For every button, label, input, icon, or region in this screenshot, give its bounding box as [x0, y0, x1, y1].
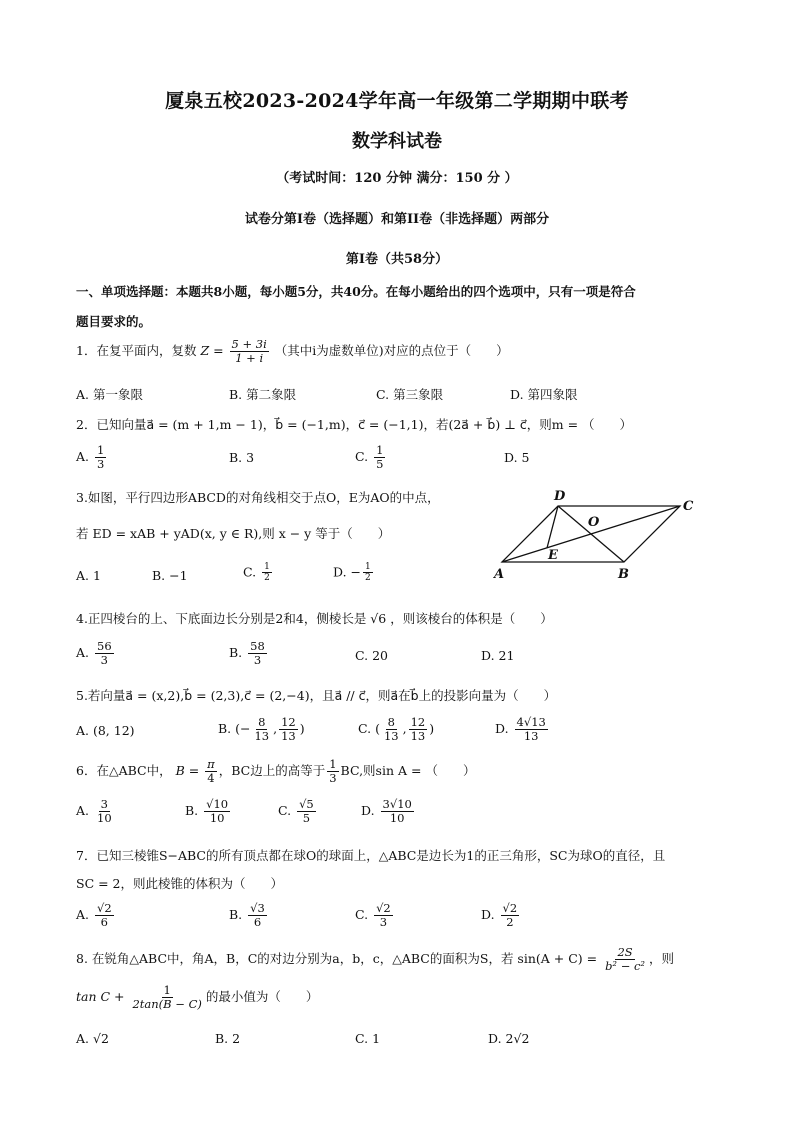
label-o: O: [588, 515, 600, 530]
q7-d-den: 2: [506, 915, 514, 930]
section1-line1: 一、单项选择题：本题共8小题，每小题5分，共40分。在每小题给出的四个选项中，只有一项是符合: [76, 284, 636, 299]
question-3-line2: 若 ED = xAB + yAD(x, y ∈ R),则 x − y 等于（ ）: [76, 526, 391, 541]
q7-b-frac: [248, 902, 267, 929]
q8-cond-num: 2S: [617, 945, 633, 959]
parallelogram-figure: [490, 486, 700, 582]
question-5: 5.若向量a⃗ = (x,2),b⃗ = (2,3),c⃗ = (2,−4)，且a⃗ // c⃗，则a⃗在b⃗上的投影向量为（ ）: [76, 688, 557, 703]
q5-b-n2: 12: [281, 715, 296, 729]
q5-b-d1: 13: [254, 729, 270, 744]
q5-d-den: 13: [523, 729, 539, 744]
q3-c-label: C.: [243, 564, 257, 580]
q8-expr-den: 2tan(B − C): [132, 997, 202, 1012]
q2-c-den: 5: [376, 457, 384, 472]
q6-d-frac: [381, 798, 414, 825]
q3-d-den: 2: [365, 573, 371, 584]
q2-c-num: 1: [376, 443, 384, 457]
q4-b-den: 3: [253, 653, 262, 668]
q5-option-d: [495, 716, 550, 743]
question-8-line1: [76, 946, 674, 973]
q5-b-n1: 8: [258, 715, 266, 729]
q5-c-frac2: [409, 716, 428, 743]
q6-a-frac: [95, 798, 114, 825]
q6-b-opt-frac: [204, 798, 230, 825]
q5-c-n2: 12: [410, 715, 426, 729]
parts-note: 试卷分第Ⅰ卷（选择题）和第II卷（非选择题）两部分: [244, 212, 550, 227]
q5-b-frac1: [252, 716, 271, 743]
q7-b-den: 6: [253, 915, 262, 930]
q2-a-den: 3: [97, 457, 105, 472]
q5-d-num: 4√13: [516, 715, 546, 729]
exam-info: （考试时间：120 分钟 满分：150 分 ）: [276, 171, 518, 186]
q1-option-a: A. 第一象限: [76, 387, 143, 402]
q6-c-den: 5: [302, 811, 311, 826]
q6-h-num: 1: [329, 757, 337, 771]
subject-title: 数学科试卷: [352, 131, 442, 152]
q3-d-num: 1: [365, 562, 371, 572]
q2-a-frac: [95, 444, 106, 471]
q6-mid: ，BC边上的高等于: [218, 763, 326, 779]
q3-option-a: A. 1: [76, 568, 101, 583]
question-1: [76, 338, 509, 365]
q3-option-b: B. −1: [152, 568, 188, 583]
q5-c-n1: 8: [387, 715, 395, 729]
q5-d-frac: [515, 716, 548, 743]
q2-option-a: [76, 444, 108, 471]
q4-b-num: 58: [250, 639, 265, 653]
q7-option-a: [76, 902, 116, 929]
q7-a-frac: [95, 902, 114, 929]
q6-post: BC,则sin A = （ ）: [340, 763, 476, 779]
q5-b-label: B. (−: [218, 721, 251, 737]
q6-b-opt-num: √10: [206, 797, 229, 811]
label-b: B: [618, 567, 629, 582]
question-3-line1: 3.如图，平行四边形ABCD的对角线相交于点O，E为AO的中点，: [76, 490, 440, 505]
q5-option-b: B. (− $\frac{8}{13}$ , $\frac{12}{13}$ ): [218, 715, 305, 744]
label-a: A: [494, 567, 505, 582]
q6-c-num: √5: [299, 797, 314, 811]
q6-option-b: [185, 798, 232, 825]
q6-b-opt-den: 10: [209, 811, 225, 826]
q2-c-label: C.: [355, 449, 369, 465]
q8-expr-num: 1: [163, 983, 171, 997]
q2-option-d: D. 5: [504, 450, 530, 465]
q2-a-label: A.: [76, 449, 90, 465]
section1-line2: 题目要求的。: [76, 314, 152, 329]
question-4: 4.正四棱台的上、下底面边长分别是2和4，侧棱长是 √6 ，则该棱台的体积是（ ）: [76, 611, 553, 626]
q6-h-den: 3: [329, 771, 337, 786]
q5-option-a: A. (8, 12): [76, 723, 135, 738]
q6-option-d: [361, 798, 416, 825]
q8-cond-den: b² − c²: [605, 959, 646, 974]
q7-b-num: √3: [250, 901, 265, 915]
q8-post: ，则: [649, 951, 675, 967]
q2-option-b: B. 3: [229, 450, 255, 465]
q7-d-label: D.: [481, 907, 495, 923]
question-8-line2: [76, 984, 318, 1011]
q5-b-d2: 13: [281, 729, 296, 744]
q5-d-label: D.: [495, 721, 509, 737]
q4-a-num: 56: [97, 639, 112, 653]
q7-d-num: √2: [502, 901, 518, 915]
q1-den: 1 + i: [235, 351, 264, 366]
q6-pre: 6．在△ABC中，: [76, 763, 172, 779]
question-2: 2．已知向量a⃗ = (m + 1,m − 1)，b⃗ = (−1,m)，c⃗ = (−1,1)，若(2a⃗ + b⃗) ⊥ c⃗，则m = （ ）: [76, 417, 633, 432]
q3-c-den: 2: [264, 573, 270, 584]
q6-b-den: 4: [207, 771, 215, 786]
q4-b-frac: [248, 640, 267, 667]
q1-option-c: C. 第三象限: [376, 387, 444, 402]
q7-a-label: A.: [76, 907, 90, 923]
q7-option-c: [355, 902, 395, 929]
q6-d-num: 3√10: [382, 797, 412, 811]
q4-b-label: B.: [229, 645, 243, 661]
q6-b-num: π: [207, 757, 215, 771]
q6-h-frac: [327, 758, 338, 785]
q6-d-label: D.: [361, 803, 375, 819]
q5-c-d2: 13: [410, 729, 426, 744]
q3-c-frac: [262, 562, 272, 584]
q6-c-frac: [297, 798, 316, 825]
q5-c-label: C. (: [358, 721, 380, 737]
q2-c-frac: [374, 444, 385, 471]
q7-c-label: C.: [355, 907, 369, 923]
q6-c-label: C.: [278, 803, 292, 819]
q1-option-b: B. 第二象限: [229, 387, 297, 402]
q4-a-label: A.: [76, 645, 90, 661]
q3-d-label: D. −: [333, 564, 361, 580]
q8-cond-frac: [603, 946, 647, 973]
q2-a-num: 1: [97, 443, 105, 457]
q7-option-d: [481, 902, 521, 929]
label-e: E: [548, 548, 558, 563]
q6-b-frac: [205, 758, 217, 785]
q6-a-den: 10: [97, 811, 112, 826]
q6-option-c: [278, 798, 318, 825]
q7-a-num: √2: [97, 901, 112, 915]
q8-option-d: D. 2√2: [488, 1031, 530, 1046]
q3-option-d: [333, 562, 375, 584]
question-7-line2: SC = 2，则此棱锥的体积为（ ）: [76, 876, 284, 891]
label-d: D: [554, 489, 566, 504]
q6-b-label: B.: [185, 803, 199, 819]
q4-option-d: D. 21: [481, 648, 515, 663]
q8-option-a: A. √2: [76, 1031, 109, 1046]
exam-title: 厦泉五校2023-2024学年高一年级第二学期期中联考: [165, 90, 629, 112]
label-c: C: [683, 499, 694, 514]
q8-expr-pre: tan C +: [76, 989, 129, 1005]
q3-d-frac: [363, 562, 373, 584]
q1-lhs: Z =: [200, 343, 228, 359]
q7-b-label: B.: [229, 907, 243, 923]
q8-expr-post: 的最小值为（ ）: [205, 989, 319, 1005]
q4-option-b: [229, 640, 269, 667]
q6-b-eq: B =: [175, 763, 204, 779]
q8-option-b: B. 2: [215, 1031, 241, 1046]
q7-c-den: 3: [379, 915, 388, 930]
q4-option-c: C. 20: [355, 648, 388, 663]
q3-option-c: [243, 562, 274, 584]
question-6: [76, 758, 475, 785]
q5-option-c: C. ( $\frac{8}{13}$ , $\frac{12}{13}$ ): [358, 715, 435, 744]
q6-option-a: [76, 798, 116, 825]
q7-a-den: 6: [100, 915, 108, 930]
q1-fraction: [230, 338, 269, 365]
q1-num: 5 + 3i: [231, 337, 267, 351]
q5-c-frac1: [382, 716, 401, 743]
q8-option-c: C. 1: [355, 1031, 381, 1046]
q8-pre: 8. 在锐角△ABC中，角A，B，C的对边分别为a，b，c，△ABC的面积为S，若 sin(A + C) =: [76, 951, 602, 967]
q7-option-b: [229, 902, 269, 929]
q6-a-label: A.: [76, 803, 90, 819]
q1-pre: 1．在复平面内，复数: [76, 343, 201, 359]
q8-expr-frac: [130, 984, 203, 1011]
q6-a-num: 3: [100, 797, 108, 811]
q1-post: （其中i为虚数单位)对应的点位于（ ）: [274, 343, 509, 359]
q4-a-frac: [95, 640, 114, 667]
q7-d-frac: [501, 902, 520, 929]
q4-option-a: [76, 640, 116, 667]
q7-c-num: √2: [376, 901, 391, 915]
q1-option-d: D. 第四象限: [510, 387, 578, 402]
q5-b-frac2: [279, 716, 298, 743]
q4-a-den: 3: [100, 653, 108, 668]
question-7-line1: 7．已知三棱锥S−ABC的所有顶点都在球O的球面上，△ABC是边长为1的正三角形，SC为球O的直径，且: [76, 848, 666, 863]
q7-c-frac: [374, 902, 393, 929]
part1-title: 第Ⅰ卷（共58分）: [345, 252, 449, 267]
q2-option-c: [355, 444, 387, 471]
q6-d-den: 10: [389, 811, 405, 826]
q5-c-d1: 13: [383, 729, 399, 744]
q3-c-num: 1: [264, 562, 270, 572]
